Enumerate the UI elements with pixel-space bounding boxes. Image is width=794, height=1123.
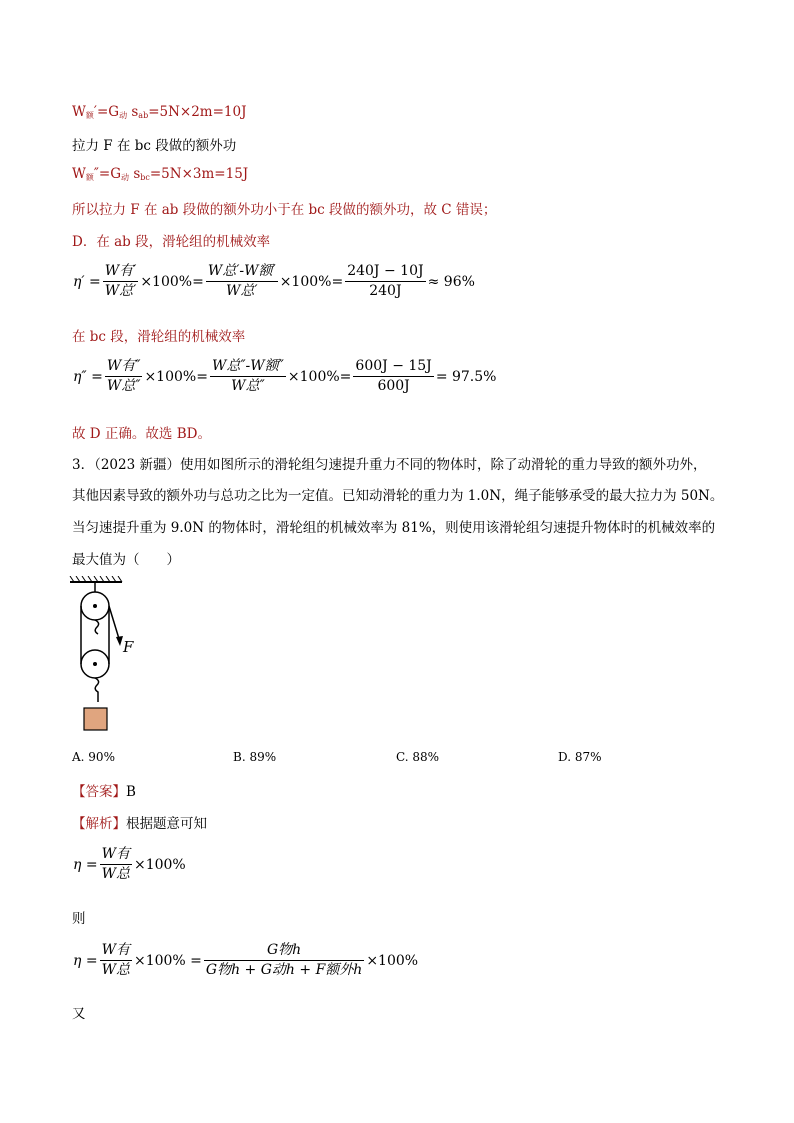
final-choice-line: 故 D 正确。故选 BD。 xyxy=(72,426,211,442)
option-c[interactable]: C. 88% xyxy=(396,750,440,764)
analysis-line: 【解析】根据题意可知 xyxy=(72,816,207,832)
force-label: F xyxy=(123,638,134,656)
option-d-line: D．在 ab 段，滑轮组的机械效率 xyxy=(72,234,271,250)
answer-line xyxy=(72,780,136,800)
bc-segment-line: 在 bc 段，滑轮组的机械效率 xyxy=(72,329,246,345)
option-b[interactable]: B. 89% xyxy=(233,750,277,764)
efficiency-definition-formula: η = $\frac{\text{W有}}{\text{W总}}$ ×100% xyxy=(73,846,186,882)
efficiency-bc-formula: η″ = $\frac{\text{W有″}}{\text{W总″}}$ ×100%= $\frac{\text{W总″-W额″}}{\text{W总″}}$ ×100%= $\frac{600J - 15J}{600J}$ = 97.5% xyxy=(73,358,497,394)
question-3-line-4: 最大值为（ ） xyxy=(72,552,180,568)
option-a[interactable]: A. 90% xyxy=(72,750,115,764)
question-3-line-2: 其他因素导致的额外功与总功之比为一定值。已知动滑轮的重力为 1.0N，绳子能够承受的最大拉力为 50N。 xyxy=(72,488,724,504)
efficiency-ab-formula: η′ = $\frac{\text{W有′}}{\text{W总′}}$ ×100%= $\frac{\text{W总′-W额′}}{\text{W总′}}$ ×100%= $\frac{240J - 10J}{240J}$ ≈ 96% xyxy=(73,263,475,299)
efficiency-expanded-formula: η = $\frac{\text{W有}}{\text{W总}}$ ×100% = $\frac{\text{G物h}}{\text{G物h + G动h + F额外h}}$ ×100% xyxy=(73,942,419,978)
again-line: 又 xyxy=(72,1006,86,1022)
analysis-tag: 【解析】 xyxy=(72,816,126,832)
work-ab-line: $W_额'=G_动$ $s_{ab}=5N\times 2m=10J$ xyxy=(72,104,247,120)
answer-tag: 【答案】 xyxy=(72,784,126,800)
option-d[interactable]: D. 87% xyxy=(558,750,602,764)
question-3-line-3: 当匀速提升重为 9.0N 的物体时，滑轮组的机械效率为 81%，则使用该滑轮组匀速提升物体时的机械效率的 xyxy=(72,520,716,536)
then-line: 则 xyxy=(72,911,86,927)
conclusion-c-line: 所以拉力 F 在 ab 段做的额外功小于在 bc 段做的额外功，故 C 错误； xyxy=(72,202,497,218)
text-line: 拉力 F 在 bc 段做的额外功 xyxy=(72,138,237,154)
pulley-diagram xyxy=(66,576,146,736)
answer-value: B xyxy=(126,784,136,800)
work-bc-line: $W_额''=G_动$ $s_{bc}=5N\times 3m=15J$ xyxy=(72,166,249,182)
question-3-line-1: 3．（2023 新疆）使用如图所示的滑轮组匀速提升重力不同的物体时，除了动滑轮的重力导致的额外功外， xyxy=(72,457,707,473)
